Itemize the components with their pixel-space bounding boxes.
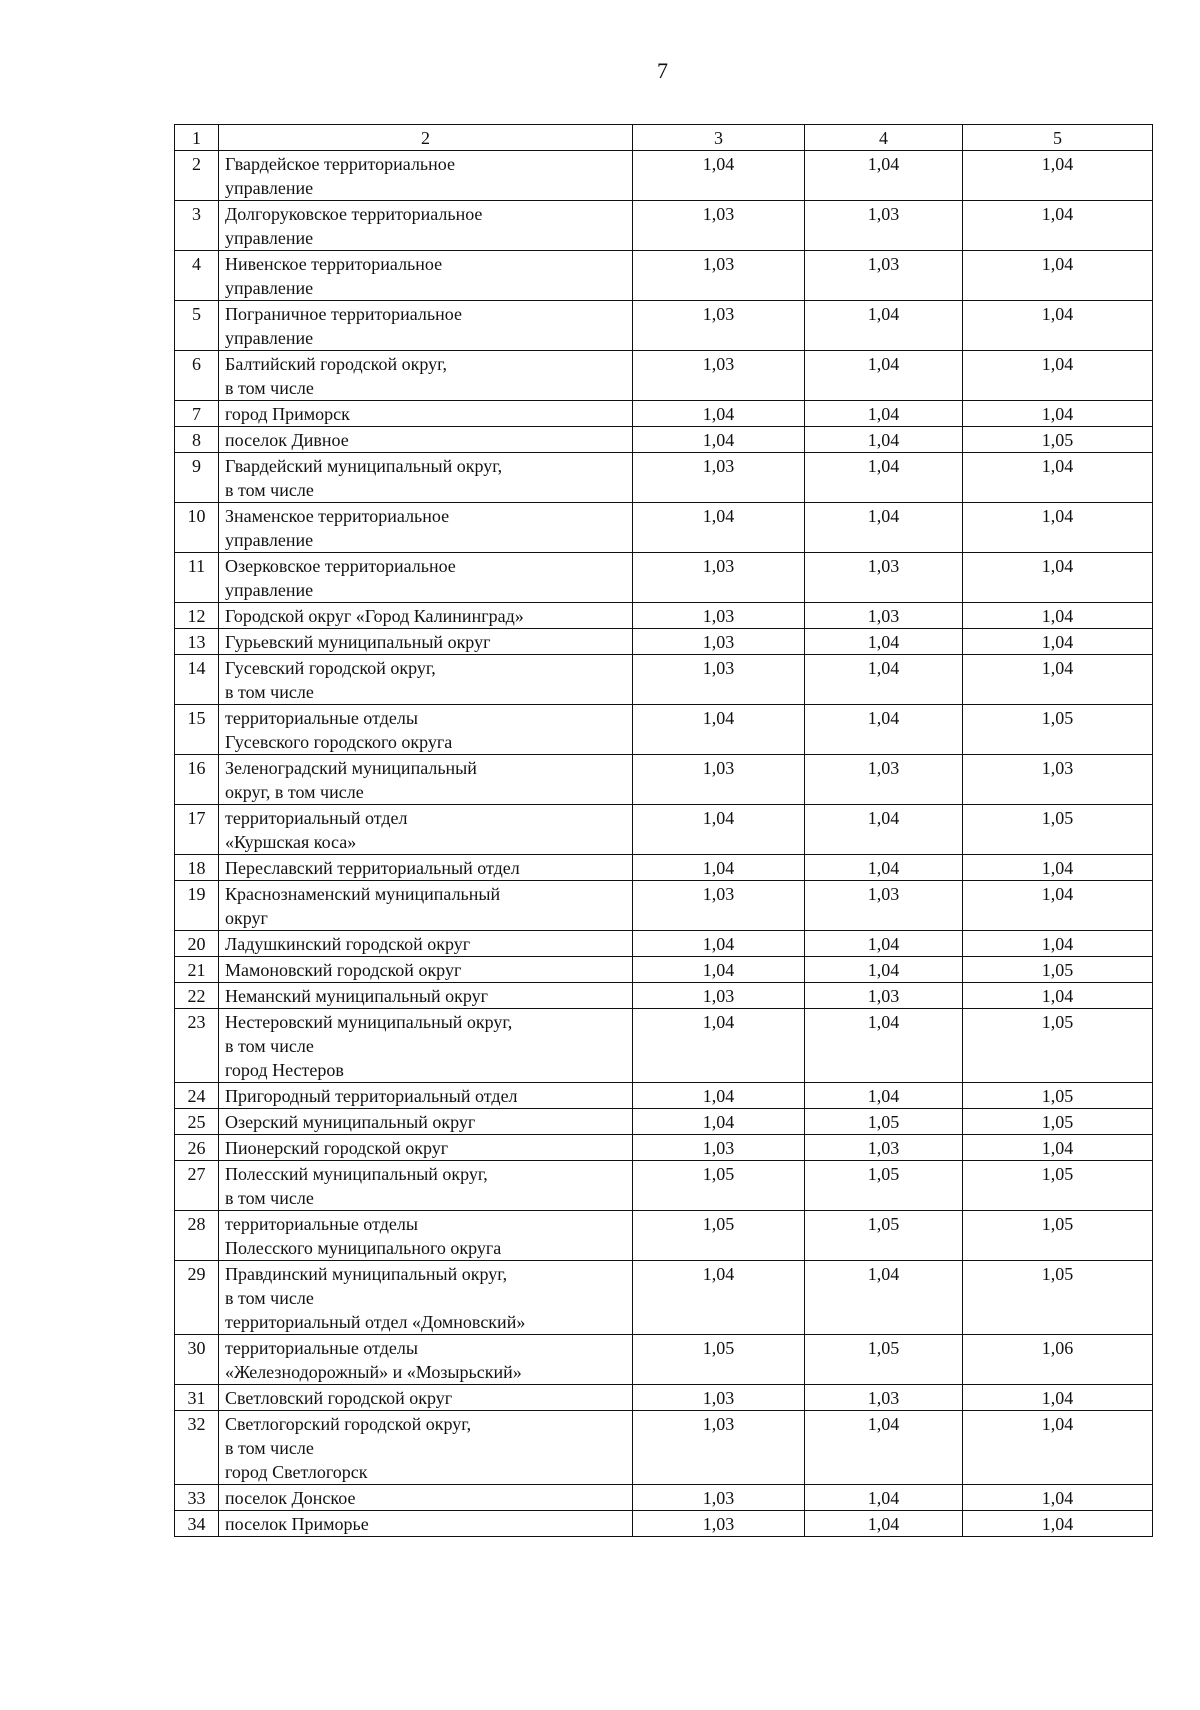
- territory-name: [219, 1009, 633, 1083]
- value-col-3: 1,04: [633, 401, 805, 427]
- row-number: 22: [175, 983, 219, 1009]
- territory-name-line: Гвардейский муниципальный округ,: [225, 456, 503, 476]
- table-body: [175, 151, 1153, 1537]
- territory-name-line: территориальные отделы: [225, 1214, 418, 1234]
- row-number: 9: [175, 453, 219, 503]
- territory-name: [219, 1135, 633, 1161]
- territory-name-line: Зеленоградский муниципальный: [225, 758, 477, 778]
- value-col-3: 1,05: [633, 1161, 805, 1211]
- value-col-4: 1,04: [805, 931, 963, 957]
- value-col-5: 1,04: [963, 1485, 1153, 1511]
- row-number: 28: [175, 1211, 219, 1261]
- value-col-4: 1,04: [805, 453, 963, 503]
- value-col-5: 1,04: [963, 931, 1153, 957]
- row-number: 17: [175, 805, 219, 855]
- row-number: 8: [175, 427, 219, 453]
- territory-name: [219, 957, 633, 983]
- value-col-4: 1,04: [805, 1511, 963, 1537]
- territory-name-line: управление: [225, 580, 314, 600]
- territory-name-line: Полесский муниципальный округ,: [225, 1164, 488, 1184]
- territory-name-line: управление: [225, 228, 314, 248]
- value-col-5: 1,05: [963, 957, 1153, 983]
- value-col-5: 1,04: [963, 553, 1153, 603]
- column-header-4: 4: [805, 125, 963, 151]
- value-col-5: 1,04: [963, 201, 1153, 251]
- value-col-4: 1,04: [805, 805, 963, 855]
- value-col-5: 1,03: [963, 755, 1153, 805]
- table-row: [175, 957, 1153, 983]
- value-col-3: 1,04: [633, 427, 805, 453]
- row-number: 4: [175, 251, 219, 301]
- value-col-5: 1,04: [963, 351, 1153, 401]
- value-col-4: 1,04: [805, 957, 963, 983]
- value-col-5: 1,04: [963, 251, 1153, 301]
- value-col-5: 1,04: [963, 301, 1153, 351]
- territory-name: [219, 151, 633, 201]
- table-row: [175, 401, 1153, 427]
- value-col-3: 1,03: [633, 1385, 805, 1411]
- table-row: [175, 1009, 1153, 1083]
- page-number: 7: [657, 58, 668, 83]
- table-row: [175, 1161, 1153, 1211]
- territory-name: [219, 983, 633, 1009]
- value-col-4: 1,04: [805, 655, 963, 705]
- territory-name-line: Долгоруковское территориальное: [225, 204, 483, 224]
- table-row: [175, 351, 1153, 401]
- value-col-4: 1,04: [805, 1411, 963, 1485]
- table-row: [175, 805, 1153, 855]
- territory-name: [219, 1161, 633, 1211]
- value-col-5: 1,04: [963, 983, 1153, 1009]
- value-col-3: 1,04: [633, 855, 805, 881]
- row-number: 16: [175, 755, 219, 805]
- table-row: [175, 1083, 1153, 1109]
- territory-name-line: поселок Приморье: [225, 1514, 369, 1534]
- value-col-4: 1,03: [805, 983, 963, 1009]
- territory-name: [219, 1109, 633, 1135]
- row-number: 5: [175, 301, 219, 351]
- value-col-3: 1,03: [633, 553, 805, 603]
- value-col-5: 1,04: [963, 855, 1153, 881]
- value-col-3: 1,04: [633, 705, 805, 755]
- value-col-4: 1,03: [805, 553, 963, 603]
- value-col-5: 1,04: [963, 603, 1153, 629]
- value-col-4: 1,04: [805, 351, 963, 401]
- table-row: [175, 1411, 1153, 1485]
- table-row: [175, 553, 1153, 603]
- territory-name-line: Переславский территориальный отдел: [225, 858, 520, 878]
- table-row: [175, 931, 1153, 957]
- territory-name-line: территориальный отдел «Домновский»: [225, 1312, 526, 1332]
- territory-name-line: в том числе: [225, 1036, 314, 1056]
- row-number: 20: [175, 931, 219, 957]
- table-row: [175, 705, 1153, 755]
- territory-name-line: территориальные отделы: [225, 1338, 418, 1358]
- value-col-4: 1,03: [805, 603, 963, 629]
- table-row: [175, 755, 1153, 805]
- territory-name: [219, 427, 633, 453]
- value-col-5: 1,04: [963, 655, 1153, 705]
- table-row: [175, 1385, 1153, 1411]
- row-number: 30: [175, 1335, 219, 1385]
- value-col-3: 1,04: [633, 957, 805, 983]
- territory-name-line: в том числе: [225, 1188, 314, 1208]
- territory-name: [219, 1083, 633, 1109]
- territory-name: [219, 1385, 633, 1411]
- value-col-4: 1,04: [805, 855, 963, 881]
- value-col-5: 1,04: [963, 1135, 1153, 1161]
- table-row: [175, 1135, 1153, 1161]
- territory-name: [219, 881, 633, 931]
- column-header-1: 1: [175, 125, 219, 151]
- table-row: [175, 1511, 1153, 1537]
- value-col-4: 1,03: [805, 201, 963, 251]
- value-col-4: 1,04: [805, 1485, 963, 1511]
- territory-name-line: Светлогорский городской округ,: [225, 1414, 472, 1434]
- value-col-3: 1,03: [633, 301, 805, 351]
- row-number: 6: [175, 351, 219, 401]
- value-col-4: 1,05: [805, 1161, 963, 1211]
- table-row: [175, 1109, 1153, 1135]
- territory-name-line: управление: [225, 530, 314, 550]
- territory-name-line: город Нестеров: [225, 1060, 344, 1080]
- column-header-3: 3: [633, 125, 805, 151]
- territory-name: [219, 401, 633, 427]
- row-number: 10: [175, 503, 219, 553]
- row-number: 15: [175, 705, 219, 755]
- value-col-5: 1,05: [963, 1109, 1153, 1135]
- column-header-5: 5: [963, 125, 1153, 151]
- table-row: [175, 251, 1153, 301]
- territory-name: [219, 1511, 633, 1537]
- territory-name-line: округ: [225, 908, 268, 928]
- value-col-3: 1,03: [633, 251, 805, 301]
- row-number: 12: [175, 603, 219, 629]
- value-col-3: 1,03: [633, 351, 805, 401]
- table-row: [175, 1211, 1153, 1261]
- territory-name: [219, 931, 633, 957]
- value-col-5: 1,05: [963, 1161, 1153, 1211]
- territory-name: [219, 1485, 633, 1511]
- territory-name-line: в том числе: [225, 1288, 314, 1308]
- value-col-3: 1,04: [633, 1009, 805, 1083]
- value-col-5: 1,04: [963, 1411, 1153, 1485]
- value-col-3: 1,03: [633, 983, 805, 1009]
- value-col-3: 1,03: [633, 755, 805, 805]
- value-col-4: 1,03: [805, 251, 963, 301]
- value-col-3: 1,04: [633, 931, 805, 957]
- row-number: 2: [175, 151, 219, 201]
- territory-name-line: Неманский муниципальный округ: [225, 986, 489, 1006]
- value-col-5: 1,05: [963, 805, 1153, 855]
- value-col-4: 1,04: [805, 401, 963, 427]
- row-number: 24: [175, 1083, 219, 1109]
- territory-name: [219, 855, 633, 881]
- territory-name-line: Городской округ «Город Калининград»: [225, 606, 524, 626]
- value-col-4: 1,03: [805, 1385, 963, 1411]
- territory-name-line: округ, в том числе: [225, 782, 364, 802]
- row-number: 19: [175, 881, 219, 931]
- value-col-5: 1,04: [963, 1385, 1153, 1411]
- territory-name: [219, 251, 633, 301]
- value-col-5: 1,05: [963, 1211, 1153, 1261]
- territory-name-line: в том числе: [225, 378, 314, 398]
- territory-name-line: управление: [225, 278, 314, 298]
- territory-name-line: поселок Донское: [225, 1488, 356, 1508]
- value-col-4: 1,04: [805, 1261, 963, 1335]
- value-col-3: 1,03: [633, 629, 805, 655]
- value-col-5: 1,04: [963, 453, 1153, 503]
- table-header-row: [175, 125, 1153, 151]
- row-number: 31: [175, 1385, 219, 1411]
- value-col-4: 1,04: [805, 629, 963, 655]
- value-col-4: 1,04: [805, 301, 963, 351]
- territory-name-line: Гвардейское территориальное: [225, 154, 455, 174]
- territory-name-line: Пионерский городской округ: [225, 1138, 449, 1158]
- row-number: 3: [175, 201, 219, 251]
- value-col-3: 1,04: [633, 1109, 805, 1135]
- territory-name-line: Ладушкинский городской округ: [225, 934, 471, 954]
- territory-name: [219, 351, 633, 401]
- territory-name-line: территориальный отдел: [225, 808, 408, 828]
- row-number: 21: [175, 957, 219, 983]
- value-col-5: 1,05: [963, 1261, 1153, 1335]
- row-number: 33: [175, 1485, 219, 1511]
- value-col-3: 1,03: [633, 201, 805, 251]
- value-col-3: 1,04: [633, 503, 805, 553]
- value-col-3: 1,03: [633, 655, 805, 705]
- value-col-5: 1,04: [963, 1511, 1153, 1537]
- table-row: [175, 201, 1153, 251]
- territory-name-line: Нивенское территориальное: [225, 254, 443, 274]
- value-col-4: 1,04: [805, 705, 963, 755]
- row-number: 29: [175, 1261, 219, 1335]
- territory-name-line: в том числе: [225, 682, 314, 702]
- value-col-4: 1,04: [805, 1009, 963, 1083]
- value-col-5: 1,04: [963, 881, 1153, 931]
- territory-name: [219, 503, 633, 553]
- table-row: [175, 427, 1153, 453]
- row-number: 7: [175, 401, 219, 427]
- territory-name-line: Краснознаменский муниципальный: [225, 884, 501, 904]
- territory-name: [219, 805, 633, 855]
- table-row: [175, 655, 1153, 705]
- territory-name: [219, 603, 633, 629]
- territory-name: [219, 1411, 633, 1485]
- value-col-3: 1,03: [633, 881, 805, 931]
- value-col-3: 1,05: [633, 1335, 805, 1385]
- territory-name-line: Озерский муниципальный округ: [225, 1112, 476, 1132]
- territory-name-line: Гусевского городского округа: [225, 732, 453, 752]
- table-row: [175, 1335, 1153, 1385]
- value-col-3: 1,05: [633, 1211, 805, 1261]
- value-col-4: 1,05: [805, 1335, 963, 1385]
- value-col-3: 1,03: [633, 1411, 805, 1485]
- value-col-3: 1,04: [633, 805, 805, 855]
- table-row: [175, 855, 1153, 881]
- value-col-3: 1,03: [633, 453, 805, 503]
- territory-name-line: город Приморск: [225, 404, 350, 424]
- value-col-5: 1,05: [963, 705, 1153, 755]
- row-number: 23: [175, 1009, 219, 1083]
- territory-name-line: Светловский городской округ: [225, 1388, 453, 1408]
- value-col-5: 1,04: [963, 629, 1153, 655]
- territory-name-line: поселок Дивное: [225, 430, 349, 450]
- row-number: 32: [175, 1411, 219, 1485]
- table-row: [175, 881, 1153, 931]
- table-row: [175, 983, 1153, 1009]
- territory-name: [219, 1335, 633, 1385]
- value-col-3: 1,03: [633, 603, 805, 629]
- territory-name-line: Правдинский муниципальный округ,: [225, 1264, 508, 1284]
- table-row: [175, 151, 1153, 201]
- territory-name-line: Полесского муниципального округа: [225, 1238, 502, 1258]
- territory-name-line: управление: [225, 328, 314, 348]
- value-col-4: 1,03: [805, 755, 963, 805]
- coefficients-table: [174, 124, 1153, 1537]
- territory-name-line: Гурьевский муниципальный округ: [225, 632, 491, 652]
- value-col-4: 1,03: [805, 1135, 963, 1161]
- row-number: 14: [175, 655, 219, 705]
- table-row: [175, 1485, 1153, 1511]
- value-col-5: 1,04: [963, 503, 1153, 553]
- row-number: 27: [175, 1161, 219, 1211]
- territory-name: [219, 655, 633, 705]
- value-col-3: 1,03: [633, 1511, 805, 1537]
- value-col-5: 1,04: [963, 151, 1153, 201]
- value-col-5: 1,05: [963, 427, 1153, 453]
- row-number: 13: [175, 629, 219, 655]
- value-col-5: 1,06: [963, 1335, 1153, 1385]
- value-col-5: 1,05: [963, 1083, 1153, 1109]
- table-row: [175, 1261, 1153, 1335]
- value-col-4: 1,04: [805, 427, 963, 453]
- table-row: [175, 603, 1153, 629]
- territory-name: [219, 301, 633, 351]
- value-col-4: 1,05: [805, 1211, 963, 1261]
- table-row: [175, 301, 1153, 351]
- territory-name-line: в том числе: [225, 480, 314, 500]
- territory-name-line: город Светлогорск: [225, 1462, 368, 1482]
- table-row: [175, 629, 1153, 655]
- territory-name: [219, 553, 633, 603]
- territory-name-line: Пригородный территориальный отдел: [225, 1086, 518, 1106]
- territory-name: [219, 453, 633, 503]
- territory-name-line: «Куршская коса»: [225, 832, 357, 852]
- value-col-4: 1,04: [805, 1083, 963, 1109]
- row-number: 25: [175, 1109, 219, 1135]
- row-number: 18: [175, 855, 219, 881]
- row-number: 34: [175, 1511, 219, 1537]
- value-col-4: 1,04: [805, 151, 963, 201]
- territory-name-line: Мамоновский городской округ: [225, 960, 462, 980]
- territory-name-line: управление: [225, 178, 314, 198]
- value-col-5: 1,05: [963, 1009, 1153, 1083]
- territory-name-line: Знаменское территориальное: [225, 506, 450, 526]
- territory-name-line: Балтийский городской округ,: [225, 354, 447, 374]
- territory-name-line: «Железнодорожный» и «Мозырьский»: [225, 1362, 522, 1382]
- territory-name-line: в том числе: [225, 1438, 314, 1458]
- value-col-4: 1,05: [805, 1109, 963, 1135]
- territory-name: [219, 629, 633, 655]
- table-row: [175, 503, 1153, 553]
- territory-name: [219, 1211, 633, 1261]
- value-col-3: 1,04: [633, 151, 805, 201]
- row-number: 26: [175, 1135, 219, 1161]
- value-col-3: 1,04: [633, 1083, 805, 1109]
- territory-name-line: территориальные отделы: [225, 708, 418, 728]
- territory-name-line: Гусевский городской округ,: [225, 658, 436, 678]
- value-col-3: 1,04: [633, 1261, 805, 1335]
- territory-name: [219, 201, 633, 251]
- value-col-3: 1,03: [633, 1135, 805, 1161]
- territory-name-line: Пограничное территориальное: [225, 304, 462, 324]
- table-row: [175, 453, 1153, 503]
- row-number: 11: [175, 553, 219, 603]
- value-col-4: 1,04: [805, 503, 963, 553]
- territory-name: [219, 705, 633, 755]
- territory-name: [219, 1261, 633, 1335]
- value-col-4: 1,03: [805, 881, 963, 931]
- territory-name-line: Нестеровский муниципальный округ,: [225, 1012, 513, 1032]
- column-header-2: 2: [219, 125, 633, 151]
- territory-name: [219, 755, 633, 805]
- territory-name-line: Озерковское территориальное: [225, 556, 456, 576]
- value-col-5: 1,04: [963, 401, 1153, 427]
- value-col-3: 1,03: [633, 1485, 805, 1511]
